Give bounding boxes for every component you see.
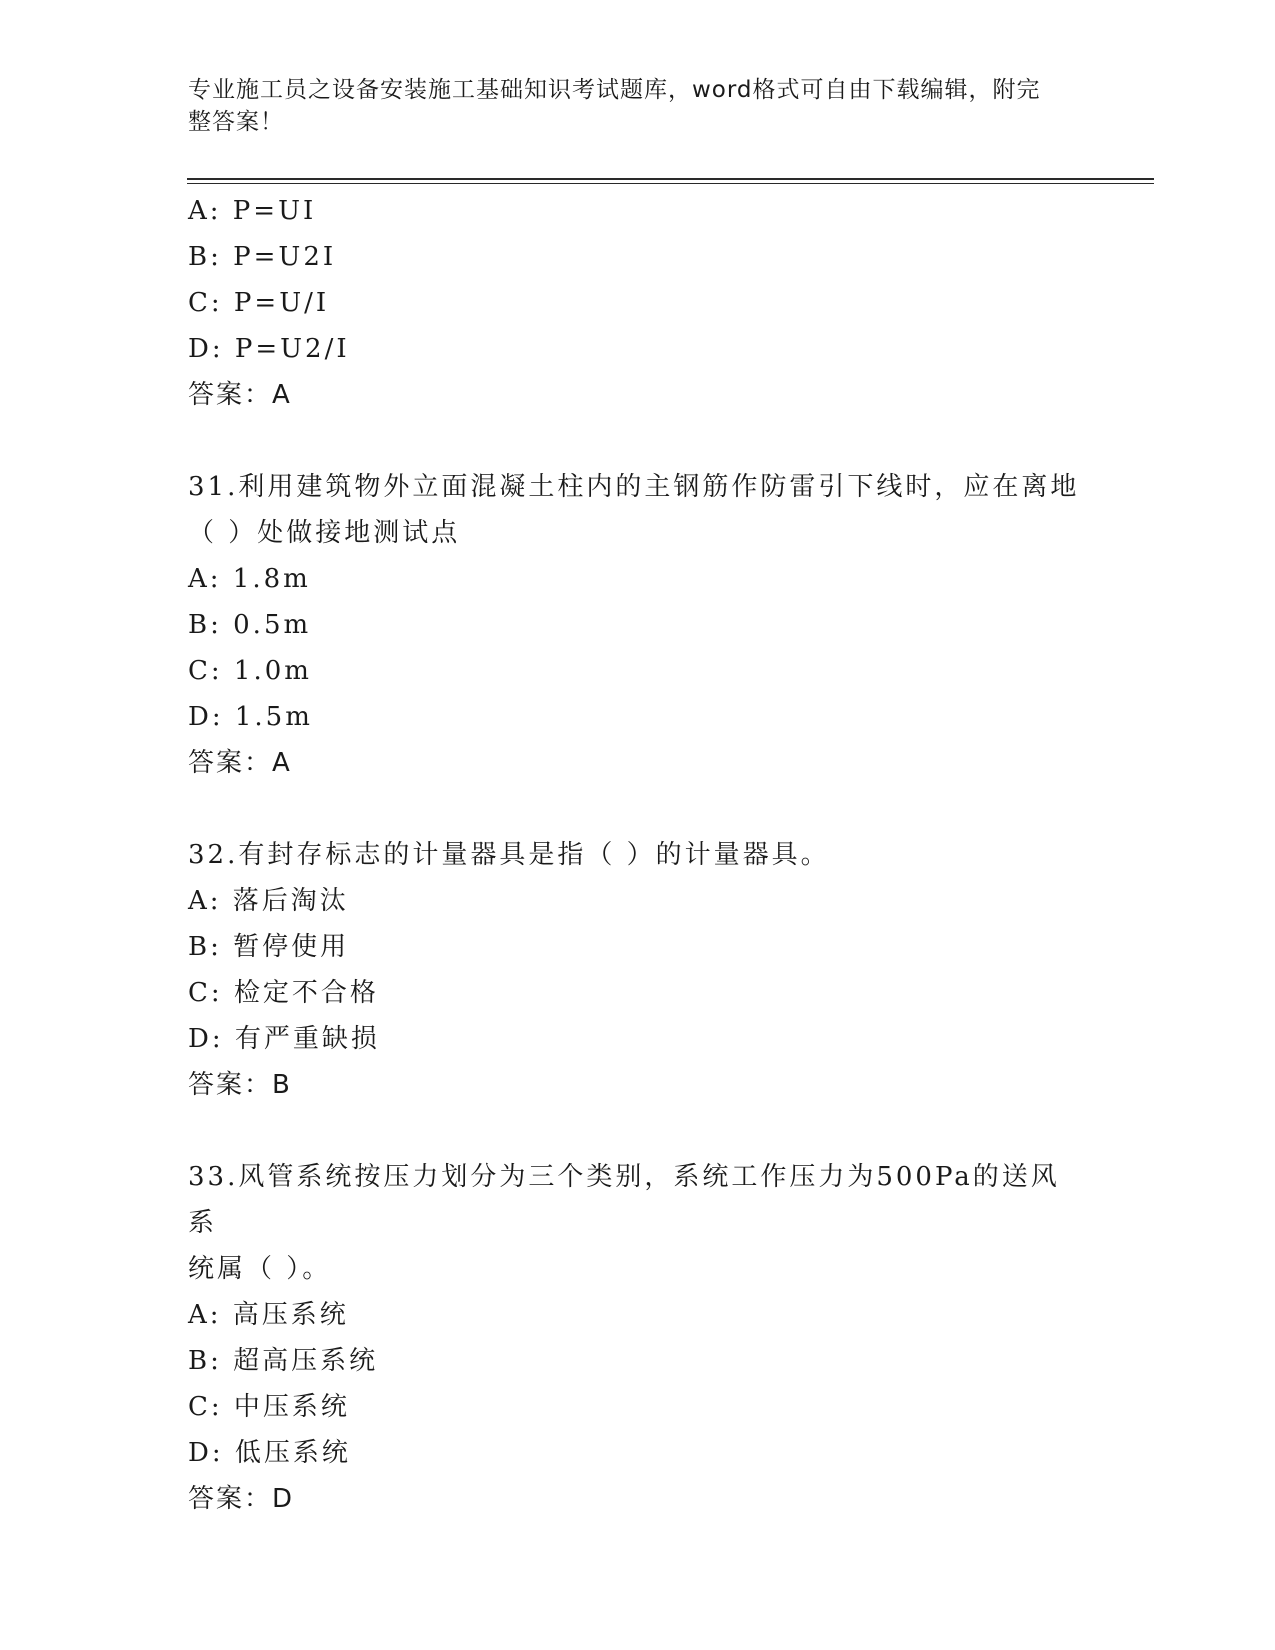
option-a: A: P=UI (188, 196, 317, 226)
option-c: C: P=U/I (188, 288, 330, 318)
option-b: B: 0.5m (188, 610, 312, 640)
option-b: B: P=U2I (188, 242, 337, 272)
answer-line: 答案：A (188, 748, 292, 778)
answer-line: 答案：B (188, 1070, 292, 1100)
question-stem-line-1: 33.风管系统按压力划分为三个类别，系统工作压力为500Pa的送风系 (188, 1162, 1060, 1238)
question-block-30 (188, 188, 1088, 418)
header-divider-thick (187, 178, 1154, 180)
header-divider-thin (187, 183, 1154, 184)
option-d: D: 有严重缺损 (188, 1024, 380, 1054)
document-header (188, 74, 1068, 138)
question-stem-line-1: 32.有封存标志的计量器具是指（ ）的计量器具。 (188, 840, 830, 870)
option-a: A: 高压系统 (188, 1300, 349, 1330)
question-block-31 (188, 464, 1088, 786)
option-d: D: P=U2/I (188, 334, 350, 364)
answer-line: 答案：D (188, 1484, 295, 1514)
option-b: B: 暂停使用 (188, 932, 350, 962)
option-b: B: 超高压系统 (188, 1346, 379, 1376)
question-stem-line-2: （ ）处做接地测试点 (188, 518, 461, 548)
question-block-32 (188, 832, 1088, 1108)
option-c: C: 检定不合格 (188, 978, 379, 1008)
question-list (188, 188, 1088, 1522)
question-stem-line-1: 31.利用建筑物外立面混凝土柱内的主钢筋作防雷引下线时，应在离地 (188, 472, 1080, 502)
question-stem-line-2: 统属（ ）。 (188, 1254, 332, 1284)
answer-line: 答案：A (188, 380, 292, 410)
header-title-line-1: 专业施工员之设备安装施工基础知识考试题库，word格式可自由下载编辑，附完 (188, 77, 1041, 103)
option-d: D: 低压系统 (188, 1438, 351, 1468)
header-title-line-2: 整答案！ (188, 109, 284, 135)
option-c: C: 1.0m (188, 656, 312, 686)
option-a: A: 落后淘汰 (188, 886, 349, 916)
option-c: C: 中压系统 (188, 1392, 350, 1422)
option-a: A: 1.8m (188, 564, 311, 594)
question-block-33 (188, 1154, 1088, 1522)
option-d: D: 1.5m (188, 702, 313, 732)
